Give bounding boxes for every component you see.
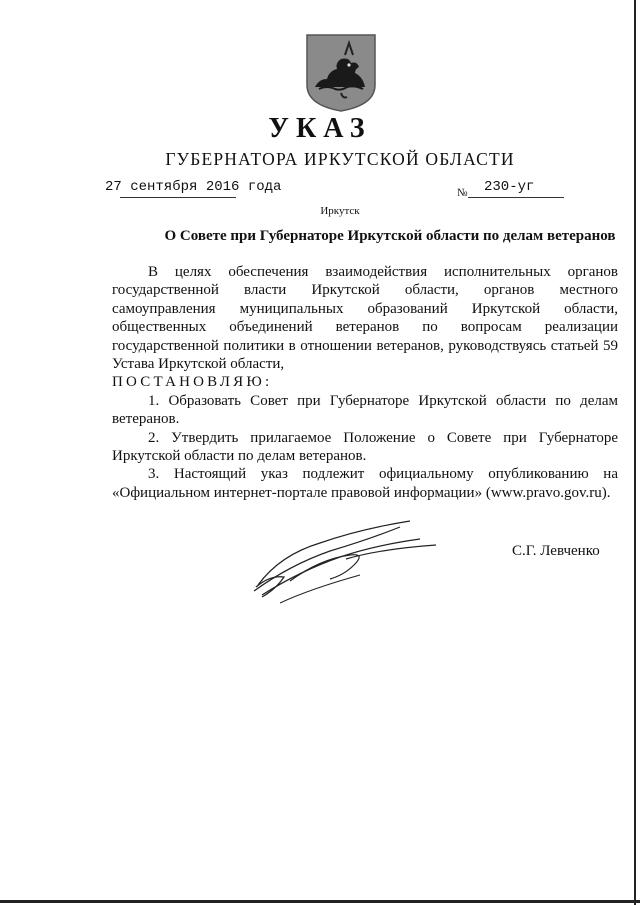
document-date: 27 сентября 2016 года (105, 179, 282, 195)
preamble-paragraph: В целях обеспечения взаимодействия исполнительных органов государственной власти Иркутской области, органов местного самоуправления муниципальных образований Иркутской области, общественных объединений ветеранов по вопросам реализации государственной политики в отношении ветеранов, руководствуясь статьей 59 Устава Иркутской области, (112, 264, 618, 373)
scan-edge-bottom (0, 900, 640, 903)
decree-word: ПОСТАНОВЛЯЮ: (112, 374, 273, 391)
number-label: № (457, 187, 468, 199)
document-number: 230-уг (484, 179, 535, 195)
item-2: 2. Утвердить прилагаемое Положение о Совете при Губернаторе Иркутской области по делам ветеранов. (112, 429, 618, 465)
handwritten-signature (250, 515, 440, 605)
document-subtitle: ГУБЕРНАТОРА ИРКУТСКОЙ ОБЛАСТИ (165, 149, 515, 169)
number-underline (468, 197, 564, 198)
document-title: УКАЗ (268, 113, 372, 144)
document-city: Иркутск (320, 205, 360, 217)
signer-name: С.Г. Левченко (512, 543, 600, 559)
coat-of-arms-emblem (305, 33, 377, 113)
item-1: 1. Образовать Совет при Губернаторе Иркутской области по делам ветеранов. (112, 392, 618, 428)
item-3: 3. Настоящий указ подлежит официальному опубликованию на «Официальном интернет-портале правовой информации» (www.pravo.gov.ru). (112, 466, 618, 501)
date-underline (120, 197, 236, 198)
document-body (112, 263, 618, 502)
document-heading: О Совете при Губернаторе Иркутской области по делам ветеранов (164, 228, 616, 244)
